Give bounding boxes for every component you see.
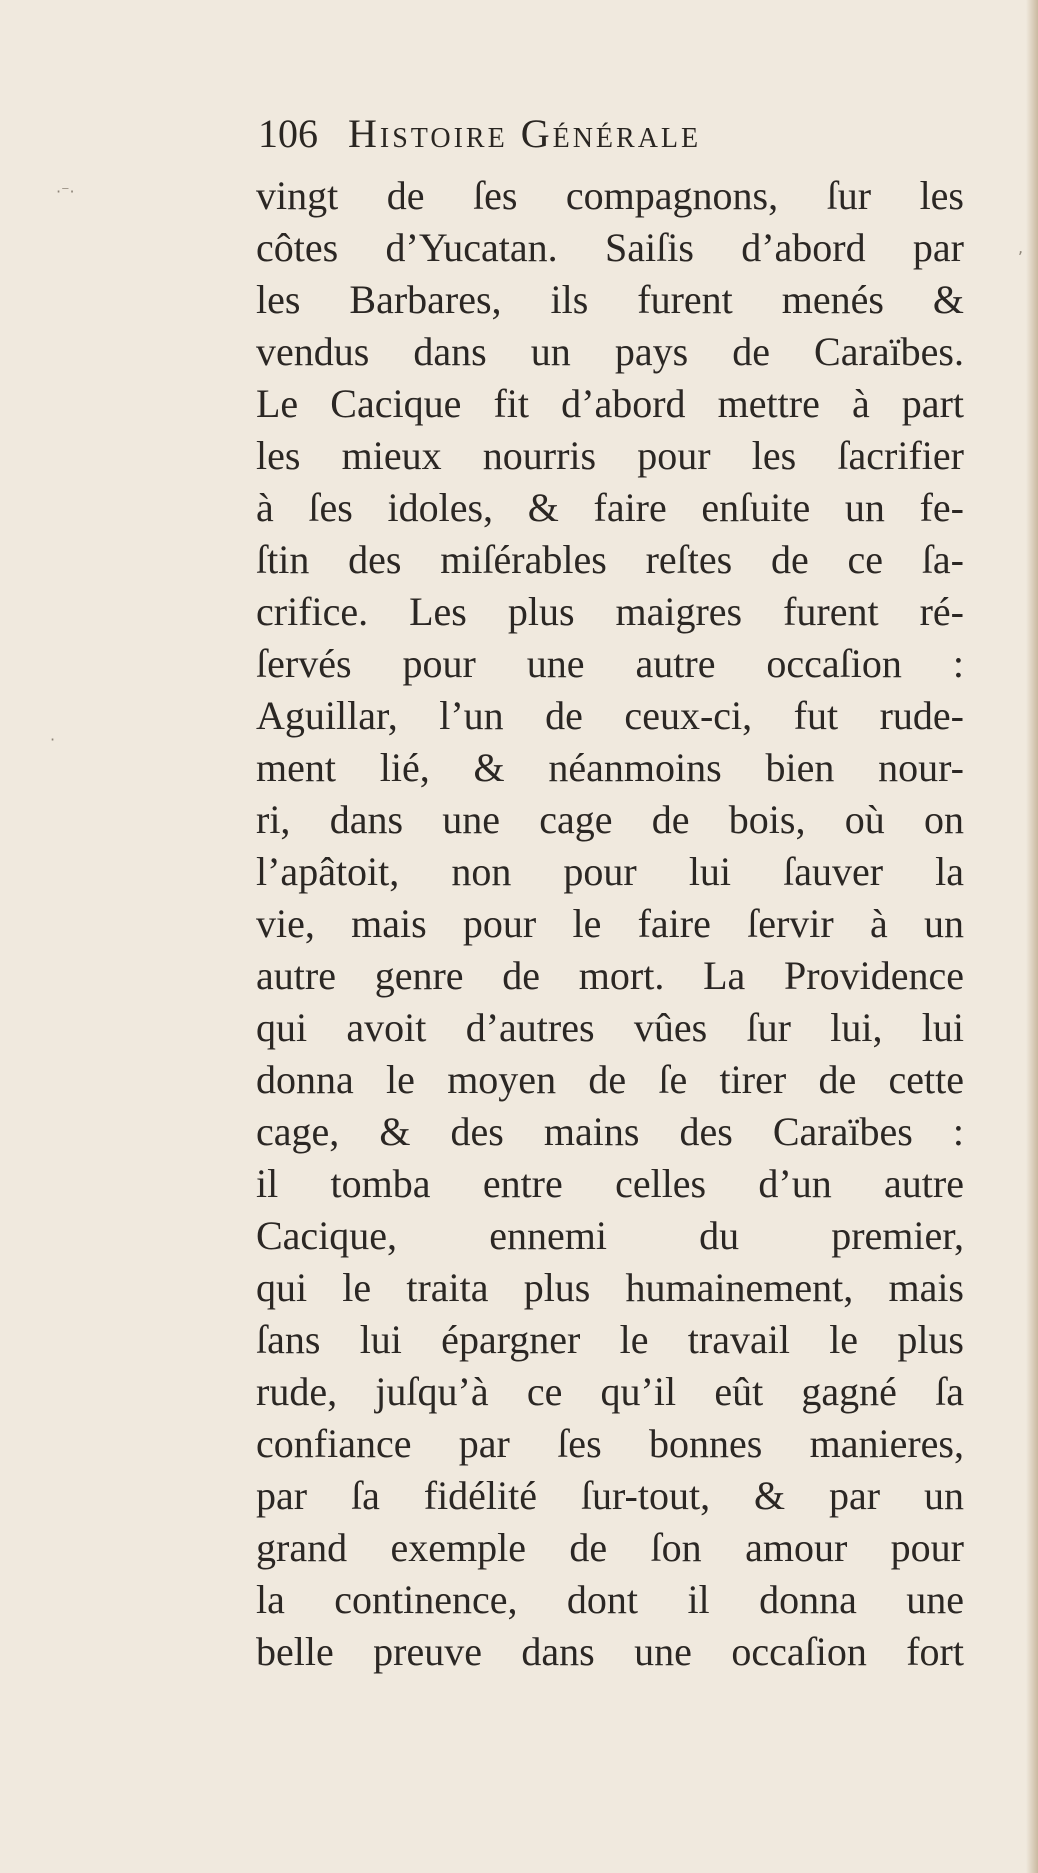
text-line: ſtin des miſérables reſtes de ce ſa- (256, 537, 964, 582)
body-text (256, 170, 964, 1678)
text-line: rude, juſqu’à ce qu’il eût gagné ſa (256, 1369, 964, 1414)
text-line: donna le moyen de ſe tirer de cette (256, 1057, 964, 1102)
text-line: vingt de ſes compagnons, ſur les (256, 173, 964, 218)
text-line: belle preuve dans une occaſion fort (256, 1629, 964, 1674)
text-line: ſervés pour une autre occaſion : (256, 641, 964, 686)
text-line: ſans lui épargner le travail le plus (256, 1317, 964, 1362)
text-line: par ſa fidélité ſur-tout, & par un (256, 1473, 964, 1518)
text-line: les mieux nourris pour les ſacrifier (256, 433, 964, 478)
text-line: Le Cacique fit d’abord mettre à part (256, 381, 964, 426)
margin-mark: ·⁻· (56, 182, 75, 201)
text-line: Aguillar, l’un de ceux-ci, fut rude- (256, 693, 964, 738)
text-line: côtes d’Yucatan. Saiſis d’abord par (256, 225, 964, 270)
margin-mark: , (1018, 238, 1024, 257)
page-edge-shadow (1026, 0, 1038, 1873)
text-line: confiance par ſes bonnes manieres, (256, 1421, 964, 1466)
text-line: crifice. Les plus maigres furent ré- (256, 589, 964, 634)
text-line: la continence, dont il donna une (256, 1577, 964, 1622)
text-line: qui le traita plus humainement, mais (256, 1265, 964, 1310)
text-line: grand exemple de ſon amour pour (256, 1525, 964, 1570)
text-line: ment lié, & néanmoins bien nour- (256, 745, 964, 790)
text-line: qui avoit d’autres vûes ſur lui, lui (256, 1005, 964, 1050)
page-number: 106 (258, 111, 318, 156)
page-header (258, 108, 958, 160)
text-line: autre genre de mort. La Providence (256, 953, 964, 998)
text-line: les Barbares, ils furent menés & (256, 277, 964, 322)
text-line: vie, mais pour le faire ſervir à un (256, 901, 964, 946)
text-line: Cacique, ennemi du premier, (256, 1213, 964, 1258)
running-title: Histoire Générale (348, 111, 702, 156)
text-line: ri, dans une cage de bois, où on (256, 797, 964, 842)
text-line: à ſes idoles, & faire enſuite un fe- (256, 485, 964, 530)
text-line: vendus dans un pays de Caraïbes. (256, 329, 964, 374)
text-line: cage, & des mains des Caraïbes : (256, 1109, 964, 1154)
text-line: il tomba entre celles d’un autre (256, 1161, 964, 1206)
margin-mark: · (50, 730, 56, 749)
text-line: l’apâtoit, non pour lui ſauver la (256, 849, 964, 894)
